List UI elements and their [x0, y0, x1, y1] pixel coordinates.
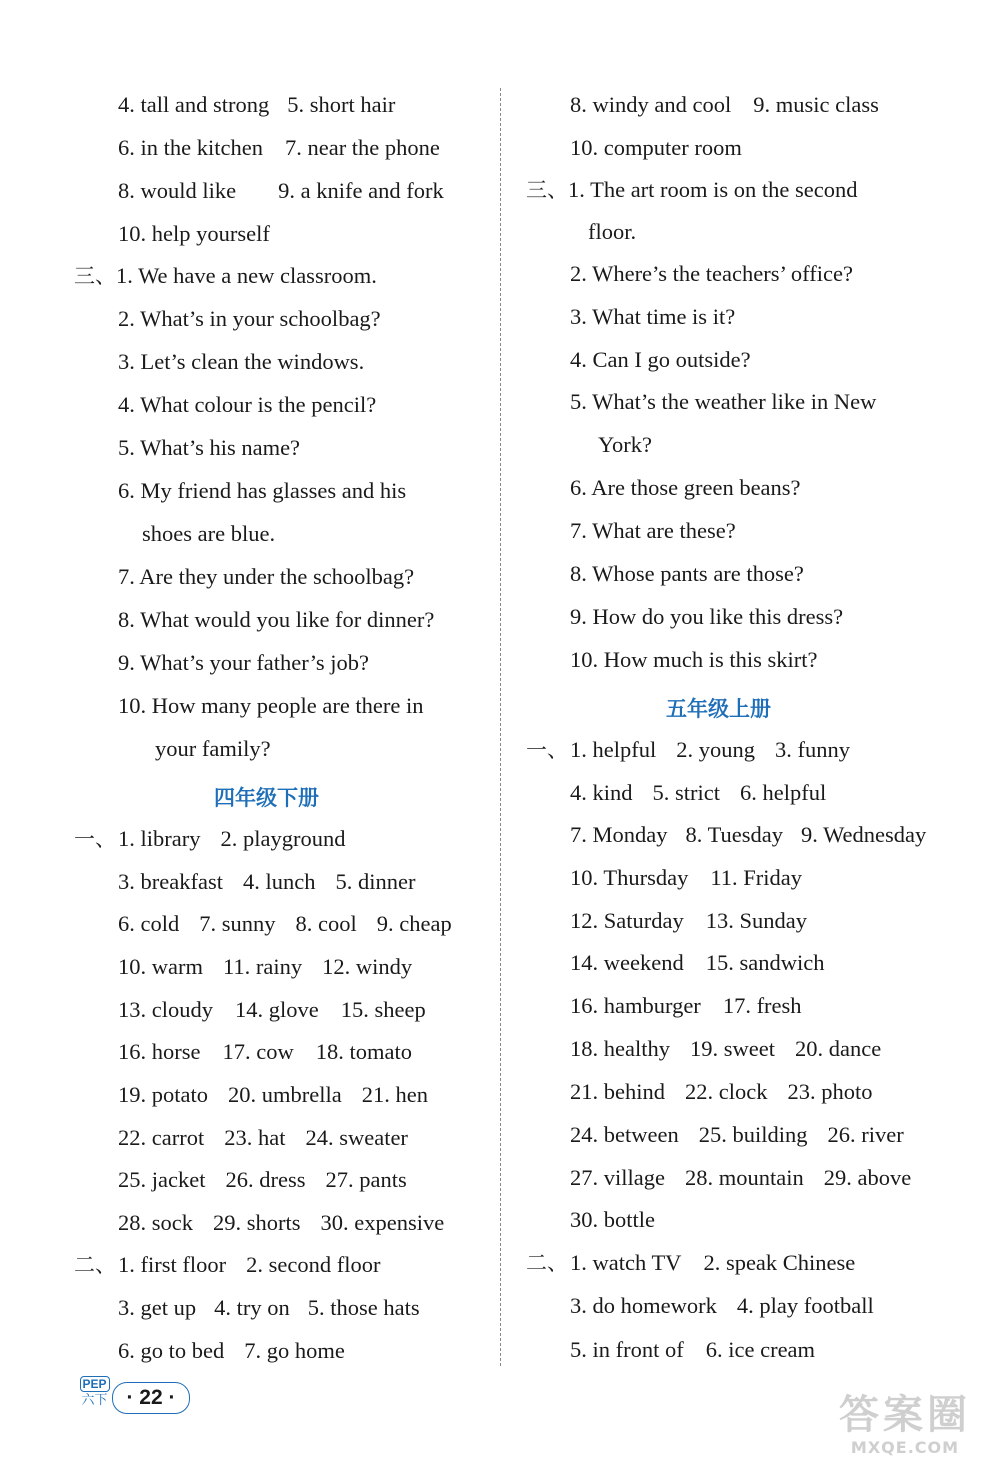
answer-line: 13. cloudy 14. glove 15. sheep [118, 997, 426, 1022]
answer-line: 2. Where’s the teachers’ office? [570, 261, 853, 286]
answer-line: 10. How much is this skirt? [570, 647, 818, 672]
section-marker: 一、 [526, 738, 568, 762]
answer-line: 4. tall and strong 5. short hair [118, 92, 396, 117]
answer-line: 1. first floor 2. second floor [118, 1252, 381, 1277]
answer-line: 4. kind 5. strict 6. helpful [570, 780, 827, 805]
answer-line: 8. Whose pants are those? [570, 561, 804, 586]
section-marker: 三、 [526, 178, 568, 202]
answer-line: York? [598, 432, 652, 457]
answer-line: shoes are blue. [142, 521, 276, 546]
answer-line: 8. What would you like for dinner? [118, 607, 435, 632]
answer-line: 30. bottle [570, 1207, 655, 1232]
section-marker: 二、 [74, 1253, 116, 1277]
answer-line: 10. help yourself [118, 221, 270, 246]
answer-line: 4. What colour is the pencil? [118, 392, 377, 417]
answer-line: 3. get up 4. try on 5. those hats [118, 1295, 420, 1320]
answer-line: 7. What are these? [570, 518, 736, 543]
answer-line: 21. behind 22. clock 23. photo [570, 1079, 873, 1104]
answer-line: 10. warm 11. rainy 12. windy [118, 954, 413, 979]
grade-label: 六下 [81, 1393, 108, 1408]
answer-line: 28. sock 29. shorts 30. expensive [118, 1210, 445, 1235]
answer-line: 6. My friend has glasses and his [118, 478, 407, 503]
answer-line: 7. Are they under the schoolbag? [118, 564, 415, 589]
answer-line: 12. Saturday 13. Sunday [570, 908, 807, 933]
page-number: · 22 · [112, 1382, 190, 1414]
answer-line: 1. We have a new classroom. [116, 263, 377, 288]
edition-badge [78, 1376, 111, 1416]
watermark-url: MXQE.COM [850, 1438, 960, 1457]
answer-line: 14. weekend 15. sandwich [570, 950, 825, 975]
answer-line: 5. What’s his name? [118, 435, 301, 460]
section-marker: 三、 [74, 264, 116, 288]
grade-heading: 五年级上册 [666, 697, 771, 721]
answer-line: your family? [155, 736, 271, 761]
answer-line: 10. Thursday 11. Friday [570, 865, 802, 890]
answer-line: 9. How do you like this dress? [570, 604, 844, 629]
section-marker: 一、 [74, 827, 116, 851]
answer-line: 5. What’s the weather like in New [570, 389, 877, 414]
watermark [820, 1392, 990, 1458]
answer-line: 3. breakfast 4. lunch 5. dinner [118, 869, 416, 894]
answer-line: 22. carrot 23. hat 24. sweater [118, 1125, 408, 1150]
column-divider [500, 88, 501, 1366]
answer-line: 2. What’s in your schoolbag? [118, 306, 381, 331]
answer-line: 5. in front of 6. ice cream [570, 1337, 816, 1362]
answer-line: 1. helpful 2. young 3. funny [570, 737, 850, 762]
answer-line: 3. Let’s clean the windows. [118, 349, 365, 374]
answer-line: 6. in the kitchen 7. near the phone [118, 135, 440, 160]
watermark-title: 答案圈 [839, 1392, 971, 1438]
answer-line: 9. What’s your father’s job? [118, 650, 369, 675]
answer-line: 1. The art room is on the second [568, 177, 858, 202]
series-label: PEP [80, 1376, 110, 1392]
answer-line: 7. Monday 8. Tuesday 9. Wednesday [570, 822, 927, 847]
answer-line: 19. potato 20. umbrella 21. hen [118, 1082, 428, 1107]
answer-line: 18. healthy 19. sweet 20. dance [570, 1036, 882, 1061]
answer-line: 8. windy and cool 9. music class [570, 92, 879, 117]
answer-line: 3. What time is it? [570, 304, 736, 329]
answer-line: 27. village 28. mountain 29. above [570, 1165, 912, 1190]
answer-line: 1. watch TV 2. speak Chinese [570, 1250, 856, 1275]
answer-line: 4. Can I go outside? [570, 347, 751, 372]
grade-heading: 四年级下册 [214, 786, 319, 810]
answer-line: 10. How many people are there in [118, 693, 424, 718]
section-marker: 二、 [526, 1251, 568, 1275]
answer-line: floor. [588, 219, 637, 244]
answer-line: 24. between 25. building 26. river [570, 1122, 904, 1147]
answer-line: 3. do homework 4. play football [570, 1293, 874, 1318]
answer-line: 1. library 2. playground [118, 826, 346, 851]
answer-line: 10. computer room [570, 135, 742, 160]
answer-line: 6. cold 7. sunny 8. cool 9. cheap [118, 911, 452, 936]
answer-line: 16. horse 17. cow 18. tomato [118, 1039, 412, 1064]
answer-line: 25. jacket 26. dress 27. pants [118, 1167, 407, 1192]
answer-line: 16. hamburger 17. fresh [570, 993, 802, 1018]
answer-line: 6. Are those green beans? [570, 475, 801, 500]
answer-line: 8. would like 9. a knife and fork [118, 178, 444, 203]
answer-line: 6. go to bed 7. go home [118, 1338, 345, 1363]
